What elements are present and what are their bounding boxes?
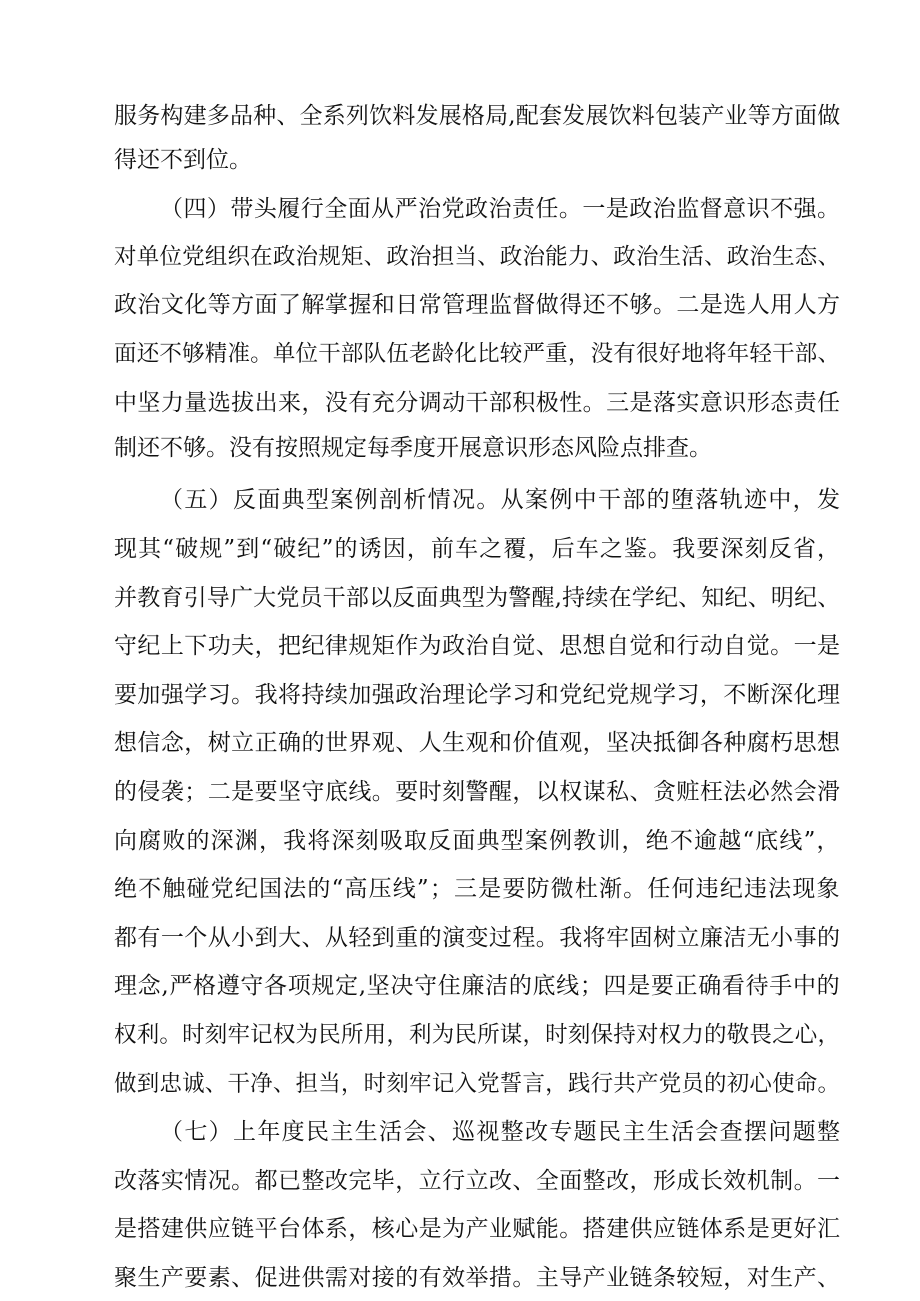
- line-text: 做到忠诚、干净、担当，时刻牢记入党誓言，践行共产党员的初心使命。: [114, 1071, 841, 1097]
- line-text: 中坚力量选拔出来，没有充分调动干部积极性。三是落实意识形态责任: [114, 390, 841, 416]
- text-line: [0, 138, 920, 182]
- text-line: [0, 1013, 920, 1057]
- line-text: 守纪上下功夫，把纪律规矩作为政治自觉、思想自觉和行动自觉。一是: [114, 633, 841, 659]
- line-text: 的侵袭；二是要坚守底线。要时刻警醒，以权谋私、贪赃枉法必然会滑: [114, 779, 841, 805]
- line-text: 权利。时刻牢记权为民所用，利为民所谋，时刻保持对权力的敬畏之心，: [114, 1022, 841, 1048]
- text-line: [0, 1256, 920, 1300]
- line-text: （四）带头履行全面从严治党政治责任。一是政治监督意识不强。: [160, 196, 841, 222]
- line-text: 制还不够。没有按照规定每季度开展意识形态风险点排查。: [114, 435, 712, 461]
- text-line: [0, 283, 920, 327]
- line-text: 对单位党组织在政治规矩、政治担当、政治能力、政治生活、政治生态、: [114, 244, 841, 270]
- line-text: 面还不够精准。单位干部队伍老龄化比较严重，没有很好地将年轻干部、: [114, 341, 841, 367]
- line-text: 并教育引导广大党员干部以反面典型为警醒,持续在学纪、知纪、明纪、: [114, 585, 841, 611]
- text-line: [0, 94, 920, 138]
- line-text: 绝不触碰党纪国法的“高压线”；三是要防微杜渐。任何违纪违法现象: [114, 876, 841, 902]
- text-line: [0, 964, 920, 1008]
- line-text: 聚生产要素、促进供需对接的有效举措。主导产业链条较短，对生产、: [114, 1265, 841, 1291]
- text-line: [0, 867, 920, 911]
- line-text: 都有一个从小到大、从轻到重的演变过程。我将牢固树立廉洁无小事的: [114, 925, 841, 951]
- text-line: [0, 478, 920, 522]
- line-text: （五）反面典型案例剖析情况。从案例中干部的堕落轨迹中，发: [160, 487, 842, 513]
- line-text: 改落实情况。都已整改完毕，立行立改、全面整改，形成长效机制。一: [114, 1168, 841, 1194]
- line-text: 现其“破规”到“破纪”的诱因，前车之覆，后车之鉴。我要深刻反省，: [114, 536, 842, 562]
- line-text: 要加强学习。我将持续加强政治理论学习和党纪党规学习，不断深化理: [114, 682, 841, 708]
- text-line: [0, 624, 920, 668]
- text-line: [0, 673, 920, 717]
- text-line: [0, 187, 920, 231]
- text-line: [0, 1110, 920, 1154]
- line-text: 想信念，树立正确的世界观、人生观和价值观，坚决抵御各种腐朽思想: [114, 730, 841, 756]
- text-line: [0, 332, 920, 376]
- line-text: 服务构建多品种、全系列饮料发展格局,配套发展饮料包装产业等方面做: [114, 103, 841, 129]
- line-text: 政治文化等方面了解掌握和日常管理监督做得还不够。二是选人用人方: [114, 292, 841, 318]
- line-text: 是搭建供应链平台体系，核心是为产业赋能。搭建供应链体系是更好汇: [114, 1216, 841, 1242]
- text-line: [0, 819, 920, 863]
- text-line: [0, 1062, 920, 1106]
- line-text: 得还不到位。: [114, 147, 252, 173]
- text-line: [0, 527, 920, 571]
- line-text: 理念,严格遵守各项规定,坚决守住廉洁的底线；四是要正确看待手中的: [114, 973, 841, 999]
- text-line: [0, 1207, 920, 1251]
- line-text: （七）上年度民主生活会、巡视整改专题民主生活会查摆问题整: [160, 1119, 842, 1145]
- text-line: [0, 916, 920, 960]
- text-line: [0, 721, 920, 765]
- text-line: [0, 770, 920, 814]
- text-line: [0, 576, 920, 620]
- text-line: [0, 1159, 920, 1203]
- text-line: [0, 235, 920, 279]
- line-text: 向腐败的深渊，我将深刻吸取反面典型案例教训，绝不逾越“底线”，: [114, 828, 841, 854]
- text-line: [0, 426, 920, 470]
- text-line: [0, 381, 920, 425]
